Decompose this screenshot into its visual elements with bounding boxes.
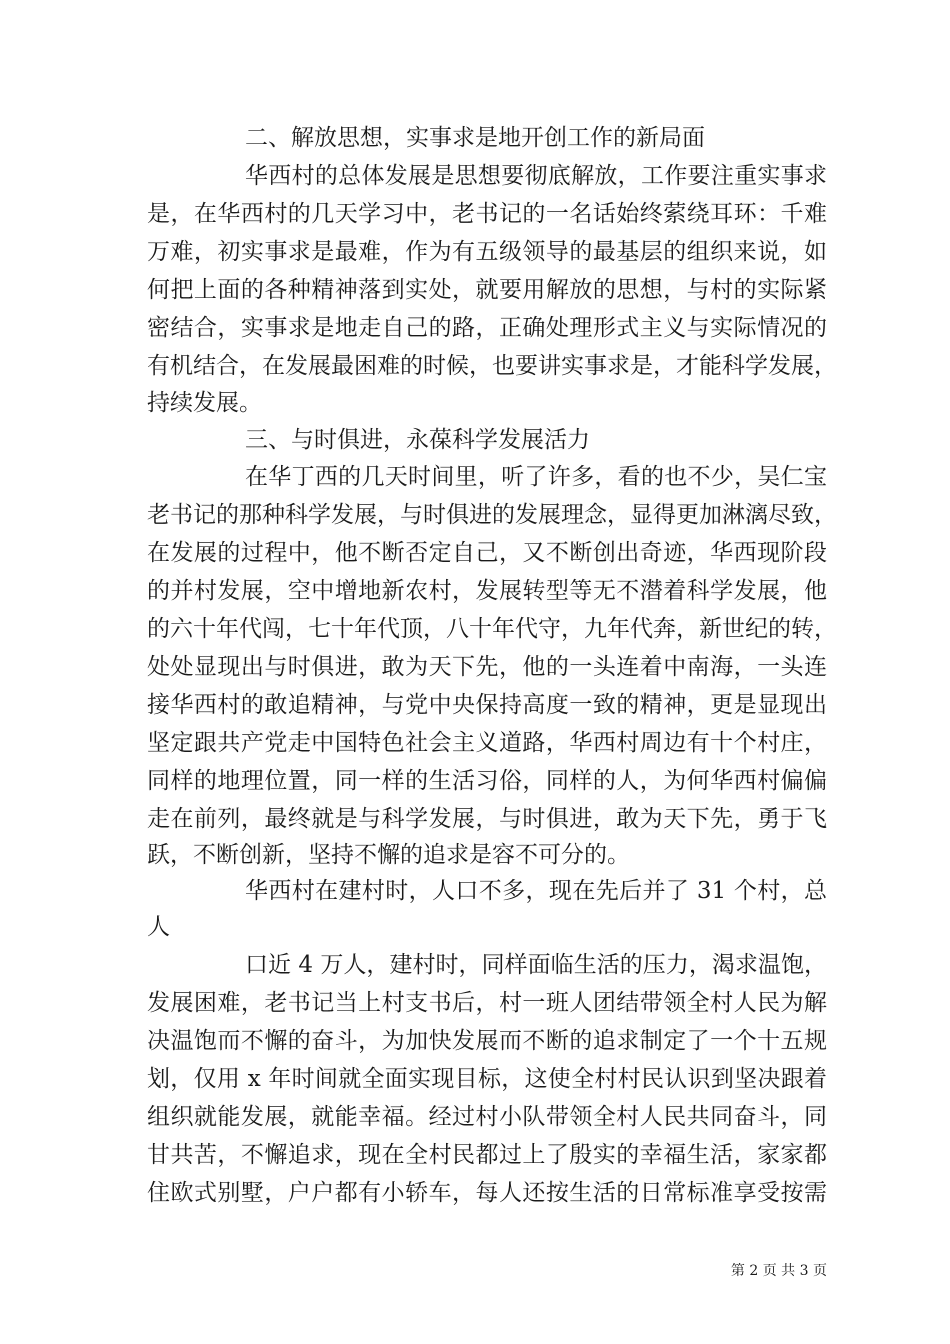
paragraph-line: 处处显现出与时俱进，敢为天下先，他的一头连着中南海，一头连	[147, 654, 827, 680]
paragraph-line: 有机结合，在发展最困难的时候，也要讲实事求是，才能科学发展，	[147, 353, 837, 379]
paragraph-line: 人	[147, 914, 170, 940]
paragraph-line: 的并村发展，空中增地新农村，发展转型等无不潜着科学发展，他	[147, 578, 827, 604]
paragraph-line: 住欧式别墅，户户都有小轿车，每人还按生活的日常标准享受按需	[147, 1180, 827, 1206]
paragraph-line: 的六十年代闯，七十年代顶，八十年代守，九年代奔，新世纪的转，	[147, 616, 837, 642]
section-heading: 二、解放思想，实事求是地开创工作的新局面	[245, 125, 705, 151]
paragraph-line: 口近 4 万人，建村时，同样面临生活的压力，渴求温饱，	[245, 952, 827, 978]
paragraph-line: 持续发展。	[147, 390, 262, 416]
paragraph-line: 华西村的总体发展是思想要彻底解放，工作要注重实事求	[245, 163, 827, 189]
paragraph-line: 万难，初实事求是最难，作为有五级领导的最基层的组织来说，如	[147, 239, 827, 265]
section-heading: 三、与时俱进，永葆科学发展活力	[245, 427, 590, 453]
paragraph-line: 何把上面的各种精神落到实处，就要用解放的思想，与村的实际紧	[147, 277, 827, 303]
paragraph-line: 发展困难，老书记当上村支书后，村一班人团结带领全村人民为解	[147, 990, 827, 1016]
paragraph-line: 组织就能发展，就能幸福。经过村小队带领全村人民共同奋斗，同	[147, 1104, 827, 1130]
paragraph-line: 划，仅用 x 年时间就全面实现目标，这使全村村民认识到坚决跟着	[147, 1066, 827, 1092]
paragraph-line: 甘共苦，不懈追求，现在全村民都过上了殷实的幸福生活，家家都	[147, 1142, 827, 1168]
paragraph-line: 在华丁西的几天时间里，听了许多，看的也不少，吴仁宝	[245, 464, 827, 490]
paragraph-line: 坚定跟共产党走中国特色社会主义道路，华西村周边有十个村庄，	[147, 730, 827, 756]
paragraph-line: 跃，不断创新，坚持不懈的追求是容不可分的。	[147, 842, 630, 868]
paragraph-line: 密结合，实事求是地走自己的路，正确处理形式主义与实际情况的	[147, 315, 827, 341]
paragraph-line: 在发展的过程中，他不断否定自己，又不断创出奇迹，华西现阶段	[147, 540, 827, 566]
paragraph-line: 是，在华西村的几天学习中，老书记的一名话始终萦绕耳环：千难	[147, 201, 827, 227]
paragraph-line: 同样的地理位置，同一样的生活习俗，同样的人，为何华西村偏偏	[147, 768, 827, 794]
paragraph-line: 华西村在建村时，人口不多，现在先后并了 31 个村，总	[245, 878, 827, 904]
paragraph-line: 接华西村的敢追精神，与党中央保持高度一致的精神，更是显现出	[147, 692, 827, 718]
paragraph-line: 老书记的那种科学发展，与时俱进的发展理念，显得更加淋漓尽致，	[147, 502, 837, 528]
paragraph-line: 走在前列，最终就是与科学发展，与时俱进，敢为天下先，勇于飞	[147, 806, 827, 832]
paragraph-line: 决温饱而不懈的奋斗，为加快发展而不断的追求制定了一个十五规	[147, 1028, 827, 1054]
page-number: 第 2 页 共 3 页	[730, 1263, 827, 1279]
